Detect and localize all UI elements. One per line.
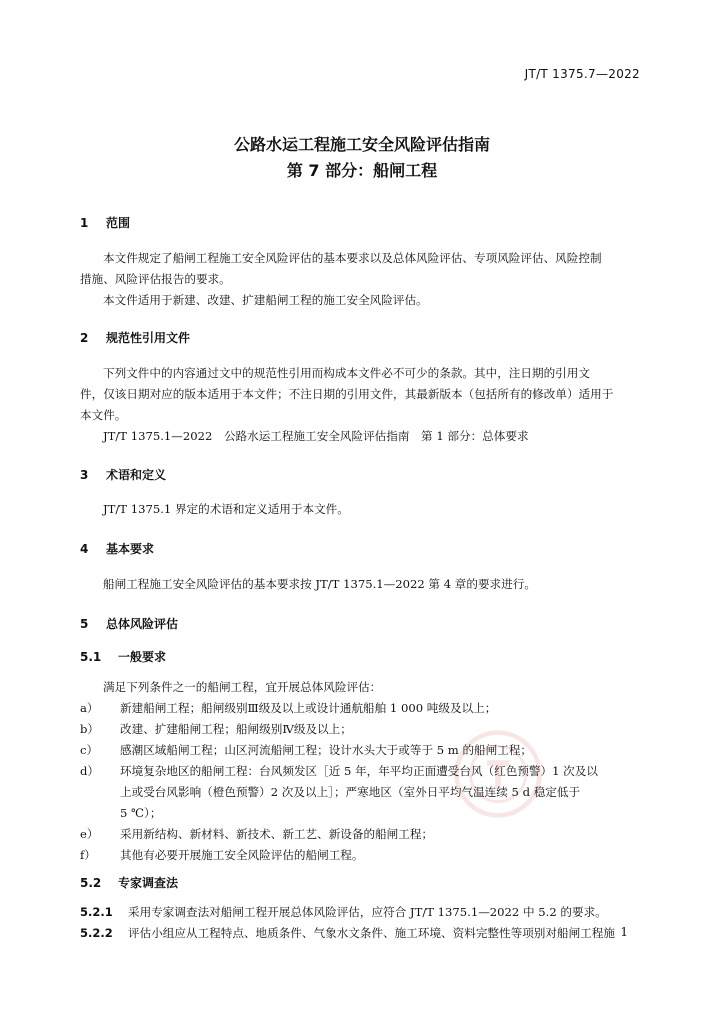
list-text: 改建、扩建船闸工程；船闸级别Ⅳ级及以上；: [120, 722, 352, 736]
standard-code: JT/T 1375.7—2022: [524, 67, 640, 81]
paragraph-line: 本文件规定了船闸工程施工安全风险评估的基本要求以及总体风险评估、专项风险评估、风险控制: [103, 251, 602, 265]
page-number: 1: [620, 925, 628, 939]
subsection-number: 5.2: [80, 876, 102, 890]
list-marker: e）: [80, 827, 99, 841]
section-1-paragraph-2: 本文件适用于新建、改建、扩建船闸工程的施工安全风险评估。: [103, 293, 428, 307]
document-subtitle: 第 7 部分：船闸工程: [286, 161, 438, 180]
paragraph-line: 本文件。: [80, 408, 127, 422]
list-text: 感潮区域船闸工程；山区河流船闸工程；设计水头大于或等于 5 m 的船闸工程；: [120, 743, 533, 757]
clause-text: 采用专家调查法对船闸工程开展总体风险评估，应符合 JT/T 1375.1—2022 中 5.2 的要求。: [128, 905, 607, 919]
section-number: 4: [80, 542, 89, 556]
subsection-5-1-heading: [80, 648, 166, 665]
list-item-a: [80, 698, 644, 719]
section-4-heading: [80, 540, 154, 557]
list-marker: c）: [80, 743, 99, 757]
paragraph-line: 措施、风险评估报告的要求。: [80, 272, 231, 286]
section-2-paragraph-1: [80, 363, 642, 426]
subsection-title: 一般要求: [118, 650, 167, 664]
subsection-title: 专家调查法: [118, 876, 179, 890]
section-title: 范围: [106, 216, 131, 230]
normative-reference: JT/T 1375.1—2022 公路水运工程施工安全风险评估指南 第 1 部分：总体要求: [103, 429, 529, 443]
section-1-heading: [80, 214, 130, 231]
list-item-e: [80, 824, 644, 845]
list-text-continued: 上或受台风影响（橙色预警）2 次及以上］；严寒地区（室外日平均气温连续 5 d 稳定低于: [120, 785, 581, 799]
document-title: 公路水运工程施工安全风险评估指南: [233, 135, 490, 154]
list-marker: f）: [80, 848, 96, 862]
list-item-d: [80, 761, 644, 824]
section-title: 基本要求: [106, 542, 155, 556]
list-item-c: [80, 740, 644, 761]
clause-5-2-2: [80, 923, 644, 944]
list-text: 环境复杂地区的船闸工程：台风频发区［近 5 年，年平均正面遭受台风（红色预警）1 次及以: [120, 764, 598, 778]
list-text: 其他有必要开展施工安全风险评估的船闸工程。: [120, 848, 364, 862]
list-item-f: [80, 845, 644, 866]
section-5-heading: [80, 615, 178, 632]
subsection-number: 5.1: [80, 650, 102, 664]
section-number: 1: [80, 216, 89, 230]
clause-number: 5.2.1: [80, 905, 113, 919]
subsection-5-2-heading: [80, 874, 178, 891]
section-3-paragraph-1: JT/T 1375.1 界定的术语和定义适用于本文件。: [103, 502, 349, 516]
section-number: 2: [80, 331, 89, 345]
section-number: 5: [80, 617, 89, 631]
clause-number: 5.2.2: [80, 926, 113, 940]
section-number: 3: [80, 468, 89, 482]
paragraph-line: 件，仅该日期对应的版本适用于本文件；不注日期的引用文件，其最新版本（包括所有的修改单）适用于: [80, 387, 614, 401]
clause-text: 评估小组应从工程特点、地质条件、气象水文条件、施工环境、资料完整性等项别对船闸工程施: [128, 926, 615, 940]
list-marker: a）: [80, 701, 99, 715]
list-item-b: [80, 719, 644, 740]
list-text: 采用新结构、新材料、新技术、新工艺、新设备的船闸工程；: [120, 827, 434, 841]
paragraph-line: 下列文件中的内容通过文中的规范性引用而构成本文件必不可少的条款。其中，注日期的引用文: [103, 366, 590, 380]
section-4-paragraph-1: 船闸工程施工安全风险评估的基本要求按 JT/T 1375.1—2022 第 4 章的要求进行。: [103, 577, 536, 591]
list-marker: d）: [80, 764, 100, 778]
list-text-continued: 5 ℃）；: [120, 806, 162, 820]
section-title: 术语和定义: [106, 468, 167, 482]
clause-5-2-1: [80, 902, 644, 923]
watermark-seal-icon: [452, 728, 544, 820]
subsection-5-1-intro: 满足下列条件之一的船闸工程，宜开展总体风险评估：: [103, 680, 382, 694]
section-1-paragraph-1: [80, 248, 642, 290]
list-marker: b）: [80, 722, 100, 736]
list-text: 新建船闸工程；船闸级别Ⅲ级及以上或设计通航船舶 1 000 吨级及以上；: [120, 701, 497, 715]
section-2-heading: [80, 329, 190, 346]
section-title: 规范性引用文件: [106, 331, 191, 345]
section-title: 总体风险评估: [106, 617, 179, 631]
section-3-heading: [80, 466, 166, 483]
